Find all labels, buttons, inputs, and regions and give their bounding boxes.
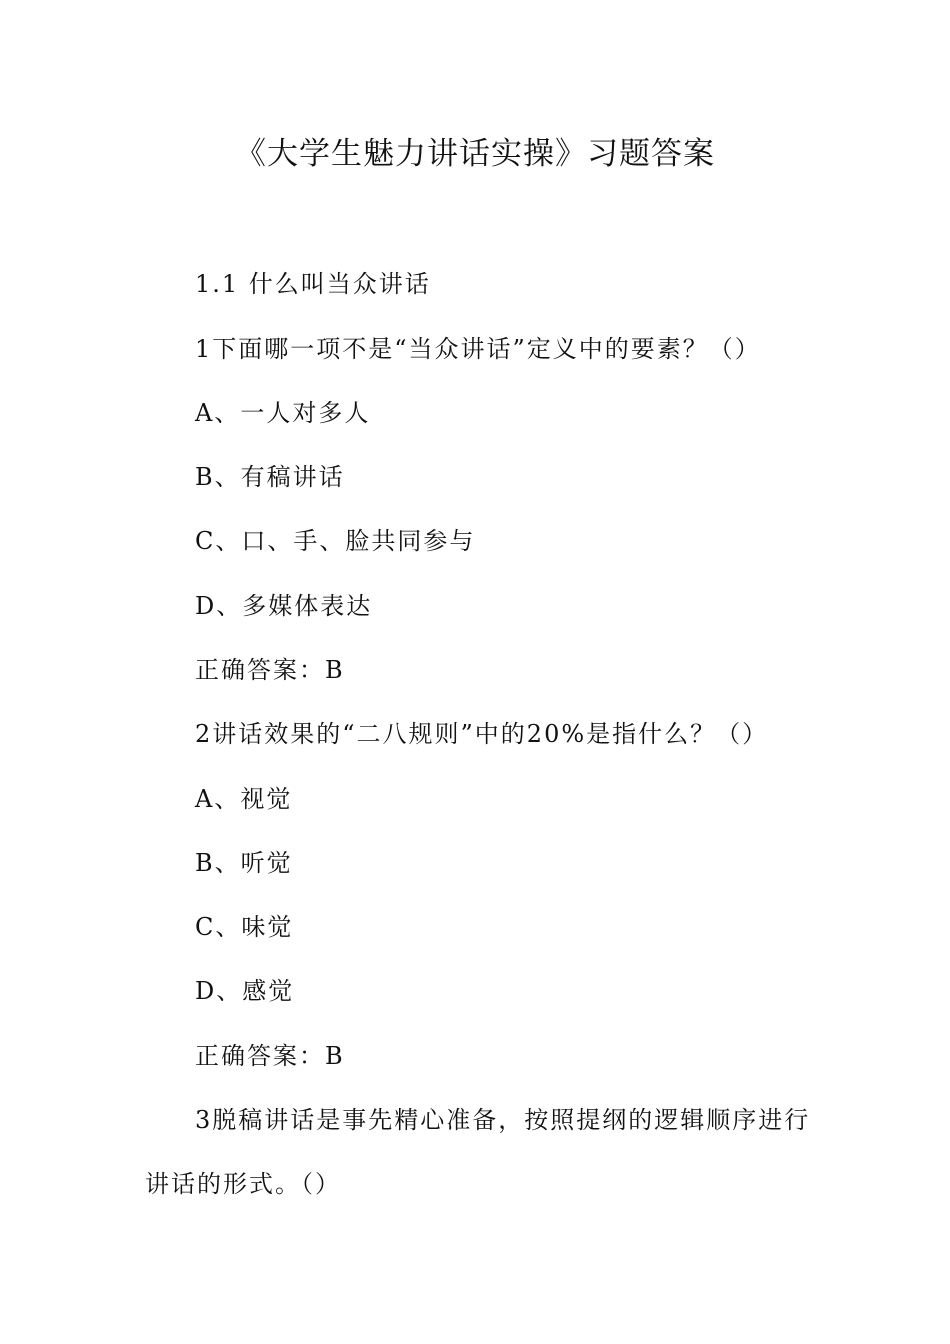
question-1-option-a: A、一人对多人 [195, 399, 371, 427]
question-2-answer: 正确答案：B [195, 1042, 345, 1070]
question-2-option-a: A、视觉 [195, 785, 293, 813]
section-heading: 1.1 什么叫当众讲话 [195, 270, 431, 298]
question-2-option-d: D、感觉 [195, 977, 295, 1005]
question-3-text-line-1: 3脱稿讲话是事先精心准备，按照提纲的逻辑顺序进行 [195, 1106, 811, 1134]
question-1-option-b: B、有稿讲话 [195, 463, 345, 491]
question-2-option-c: C、味觉 [195, 913, 294, 941]
question-1-option-d: D、多媒体表达 [195, 592, 373, 620]
question-1-answer: 正确答案：B [195, 656, 345, 684]
question-3-text-line-2: 讲话的形式。（） [145, 1170, 341, 1198]
document-title: 《大学生魅力讲话实操》习题答案 [235, 136, 715, 172]
question-2-text: 2讲话效果的“二八规则”中的20%是指什么？（） [195, 720, 769, 748]
question-2-option-b: B、听觉 [195, 849, 293, 877]
question-1-text: 1下面哪一项不是“当众讲话”定义中的要素？（） [195, 335, 761, 363]
question-1-option-c: C、口、手、脸共同参与 [195, 527, 476, 555]
